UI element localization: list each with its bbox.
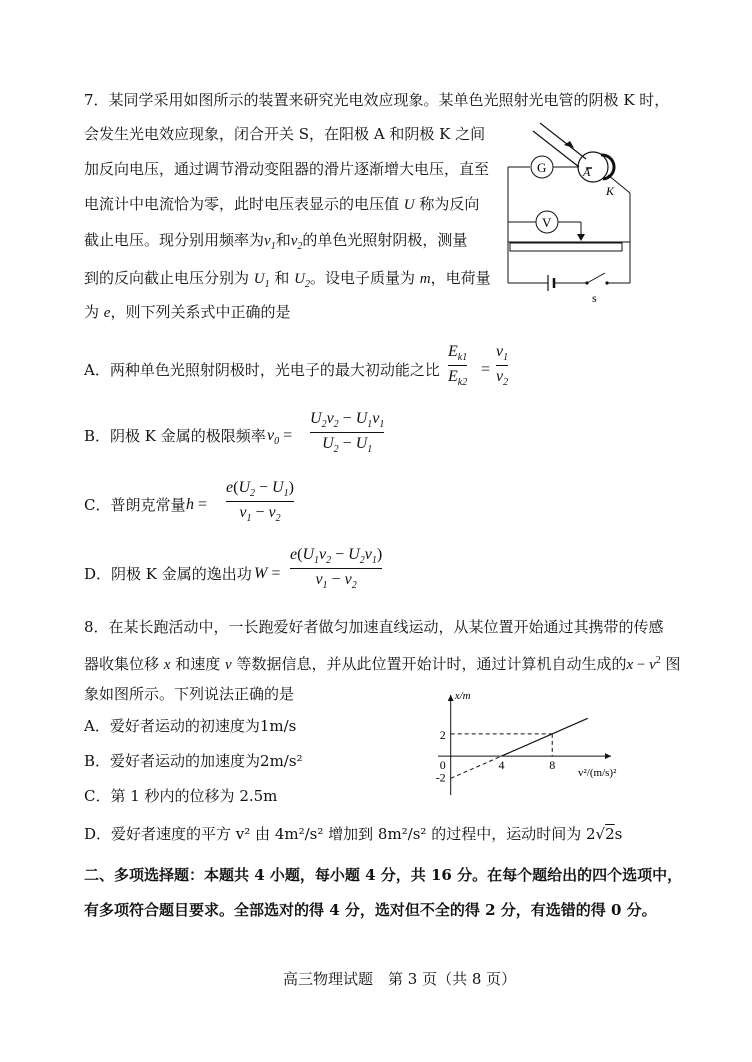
circuit-diagram	[500, 115, 650, 305]
q8-line2-a: 器收集位移	[84, 655, 164, 673]
q8-line1: 8．在某长跑活动中，一长跑爱好者做匀加速直线运动，从某位置开始通过其携带的传感	[84, 618, 664, 636]
var-v: v	[225, 657, 232, 673]
x-v2-expr: $x - v^2$	[626, 655, 661, 673]
y-tick-label: -2	[435, 770, 446, 785]
x-axis-label: v²/(m/s)²	[578, 767, 617, 780]
x-tick-label: 4	[498, 758, 505, 773]
q7-line6-e: ，电荷量	[430, 269, 491, 287]
formula-c-rhs: $e(U_2 - U_1)$ $\nu_1 - \nu_2$	[226, 479, 294, 525]
q7-line4-c: 称为反向	[414, 195, 480, 213]
var-x: x	[163, 657, 171, 673]
section2-line1: 二、多项选择题：本题共 4 小题，每小题 4 分，共 16 分。在每个题给出的四个选项中，	[84, 866, 683, 884]
q8-line2-d: 图	[660, 655, 681, 673]
q7-line5-c: 的单色光照射阴极，测量	[302, 231, 468, 249]
q7-option-c: C．普朗克常量	[84, 496, 186, 514]
U2: $U_2$	[294, 271, 311, 290]
switch-label: s	[592, 291, 597, 305]
switch-lever	[587, 273, 605, 283]
formula-a-rhs: $\nu_1$ $\nu_2$	[496, 343, 509, 389]
q7-line6-c: 。设电子质量为	[310, 269, 420, 287]
q7-line6-a: 到的反向截止电压分别为	[84, 269, 254, 287]
voltmeter-label: V	[542, 215, 552, 230]
q7-line7-c: ，则下列关系式中正确的是	[110, 303, 291, 321]
q7-option-a: A．两种单色光照射阴极时，光电子的最大初动能之比	[84, 361, 440, 379]
q7-line4	[84, 194, 479, 215]
y-axis-arrow-icon	[448, 695, 454, 701]
q8-option-c: C．第 1 秒内的位移为 2.5m	[84, 787, 278, 805]
q8-line2	[84, 651, 681, 675]
q8-line2-b: 和速度	[170, 655, 225, 673]
x-tick-label: 8	[549, 758, 556, 773]
x-axis-arrow-icon	[605, 753, 611, 759]
xv2-chart	[430, 685, 630, 805]
series-line	[501, 718, 587, 756]
q7-line5	[84, 230, 467, 257]
q7-option-b: B．阴极 K 金属的极限频率	[84, 427, 266, 445]
light-ray	[540, 123, 586, 159]
q7-line5-b: 和	[275, 231, 291, 249]
q8-option-d	[84, 824, 622, 844]
q7-option-d: D．阴极 K 金属的逸出功	[84, 565, 252, 583]
nu2: $\nu_2$	[290, 233, 303, 252]
q7-line7-a: 为	[84, 303, 104, 321]
formula-b-rhs: $U_2\nu_2 - U_1\nu_1$ $U_2 - U_1$	[310, 410, 385, 456]
formula-b-lhs: $\nu_0$ =	[267, 427, 293, 448]
arrow-icon	[564, 141, 574, 148]
y-axis-label: x/m	[454, 690, 471, 702]
q7-line4-a: 电流计中电流恰为零，此时电压表显示的电压值	[84, 195, 404, 213]
q8-option-a: A．爱好者运动的初速度为1m/s	[84, 717, 297, 735]
q7-line3: 加反向电压，通过调节滑动变阻器的滑片逐渐增大电压，直至	[84, 160, 490, 178]
slider-arrow-icon	[577, 234, 585, 241]
q8-line2-c: 等数据信息，并从此位置开始计时，通过计算机自动生成的	[231, 655, 627, 673]
sqrt-2: √2	[595, 825, 615, 843]
anode-label: A	[583, 165, 591, 179]
U1: $U_1$	[253, 271, 270, 290]
q8-line3: 象如图所示。下列说法正确的是	[84, 685, 295, 703]
rheostat	[510, 243, 622, 251]
formula-c-lhs: h =	[186, 496, 208, 513]
formula-a-eq: =	[481, 361, 491, 378]
nu1: $\nu_1$	[264, 233, 276, 252]
x-tick-label: 0	[439, 758, 446, 773]
formula-a-lhs: $E_{k1}$ $E_{k2}$	[448, 343, 468, 389]
page-footer: 高三物理试题 第 3 页（共 8 页）	[283, 970, 517, 988]
cathode-label: K	[606, 184, 615, 198]
q7-line5-a: 截止电压。现分别用频率为	[84, 231, 265, 249]
q7-line6	[84, 268, 491, 295]
section2-line2: 有多项符合题目要求。全部选对的得 4 分，选对但不全的得 2 分，有选错的得 0 分。	[84, 901, 657, 919]
q7-line6-b: 和	[269, 269, 295, 287]
q7-line1: 7．某同学采用如图所示的装置来研究光电效应现象。某单色光照射光电管的阴极 K 时，	[84, 91, 670, 109]
formula-d-rhs: $e(U_1\nu_2 - U_2\nu_1)$ $\nu_1 - \nu_2$	[290, 546, 383, 592]
series-line-dashed	[451, 756, 505, 778]
q7-line2: 会发生光电效应现象，闭合开关 S，在阳极 A 和阴极 K 之间	[84, 125, 486, 143]
q8-option-d-a: D．爱好者速度的平方 v² 由 4m²/s² 增加到 8m²/s² 的过程中，运动时间为 2	[84, 825, 596, 843]
galvanometer-label: G	[537, 160, 547, 175]
q8-option-b: B．爱好者运动的加速度为2m/s²	[84, 752, 303, 770]
q7-line6-m: m	[419, 271, 431, 287]
q7-line4-U: U	[403, 197, 415, 213]
q7-line7	[84, 302, 290, 323]
formula-d-lhs: W =	[254, 565, 281, 582]
q8-option-d-b: s	[614, 825, 623, 843]
y-tick-label: 2	[439, 727, 446, 742]
q7-line7-e: e	[103, 305, 111, 321]
